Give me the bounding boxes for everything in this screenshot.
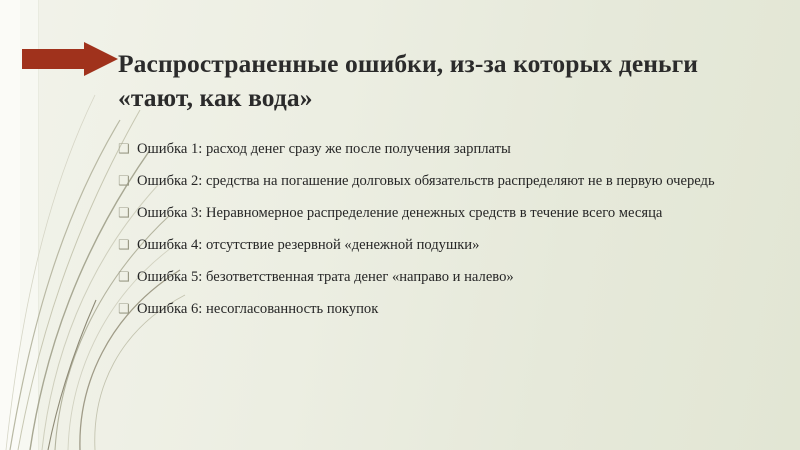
- accent-arrow: [22, 42, 118, 76]
- slide-title: Распространенные ошибки, из-за которых деньги «тают, как вода»: [118, 49, 699, 112]
- list-item-text: Ошибка 2: средства на погашение долговых обязательств распределяют не в первую очередь: [137, 172, 715, 189]
- bullet-square-icon: ❑: [118, 205, 130, 221]
- list-item: [118, 204, 778, 223]
- bullet-square-icon: ❑: [118, 173, 130, 189]
- list-item: [118, 236, 778, 255]
- bullet-square-icon: ❑: [118, 269, 130, 285]
- bullet-square-icon: ❑: [118, 237, 130, 253]
- list-item-text: Ошибка 5: безответственная трата денег «направо и налево»: [137, 268, 514, 285]
- list-item-text: Ошибка 4: отсутствие резервной «денежной подушки»: [137, 236, 480, 253]
- list-item: [118, 172, 778, 191]
- list-item: [118, 300, 778, 319]
- list-item: [118, 140, 778, 159]
- list-item-text: Ошибка 3: Неравномерное распределение денежных средств в течение всего месяца: [137, 204, 663, 221]
- list-item: [118, 268, 778, 287]
- bullet-square-icon: ❑: [118, 301, 130, 317]
- list-item-text: Ошибка 1: расход денег сразу же после получения зарплаты: [137, 141, 511, 157]
- list-item-text: Ошибка 6: несогласованность покупок: [137, 300, 379, 317]
- bullet-list: [118, 140, 778, 331]
- bullet-square-icon: ❑: [118, 142, 130, 157]
